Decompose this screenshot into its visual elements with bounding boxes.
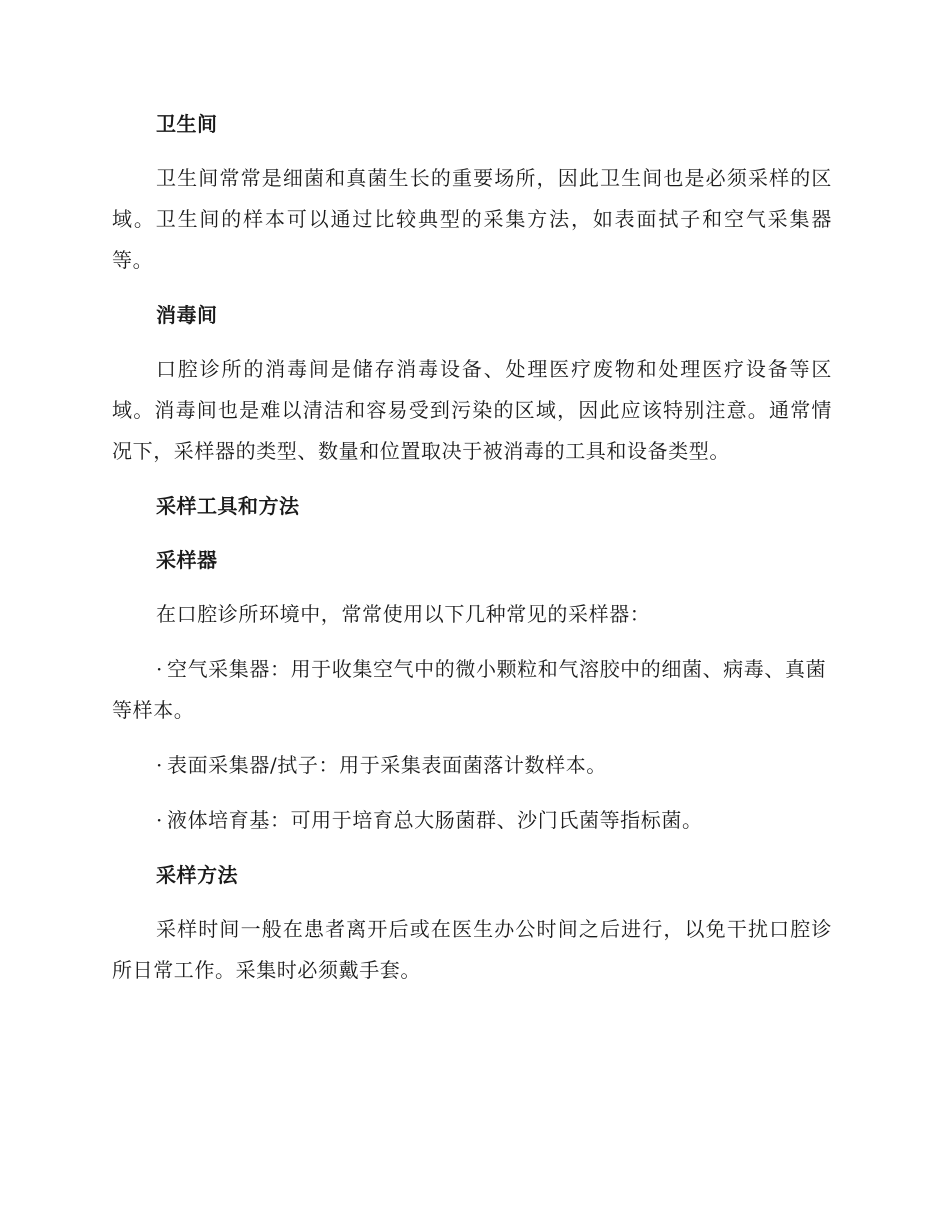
list-item-text: 表面采集器/拭子：用于采集表面菌落计数样本。 <box>166 753 607 777</box>
heading-disinfection-room: 消毒间 <box>156 303 218 327</box>
list-item-surface-sampler <box>112 745 832 786</box>
list-item-air-sampler <box>112 649 832 731</box>
heading-samplers: 采样器 <box>156 548 218 572</box>
list-item-text: 空气采集器：用于收集空气中的微小颗粒和气溶胶中的细菌、病毒、真菌等样本。 <box>112 657 827 722</box>
paragraph-disinfection-room: 口腔诊所的消毒间是储存消毒设备、处理医疗废物和处理医疗设备等区域。消毒间也是难以清洁和容易受到污染的区域，因此应该特别注意。通常情况下，采样器的类型、数量和位置取决于被消毒的工具和设备类型。 <box>112 357 832 463</box>
bullet-dot: · <box>156 753 163 777</box>
document-page <box>112 104 832 1005</box>
paragraph-bathroom: 卫生间常常是细菌和真菌生长的重要场所，因此卫生间也是必须采样的区域。卫生间的样本可以通过比较典型的采集方法，如表面拭子和空气采集器等。 <box>112 166 832 272</box>
bullet-dot: · <box>156 808 163 832</box>
list-item-text: 液体培育基：可用于培育总大肠菌群、沙门氏菌等指标菌。 <box>166 808 703 832</box>
heading-sampling-tools-methods: 采样工具和方法 <box>156 494 300 518</box>
heading-bathroom: 卫生间 <box>156 112 218 136</box>
paragraph-samplers-intro: 在口腔诊所环境中，常常使用以下几种常见的采样器： <box>156 602 651 626</box>
heading-sampling-methods: 采样方法 <box>156 863 238 887</box>
paragraph-sampling-methods: 采样时间一般在患者离开后或在医生办公时间之后进行，以免干扰口腔诊所日常工作。采集时必须戴手套。 <box>112 917 832 982</box>
list-item-liquid-medium <box>112 800 832 841</box>
bullet-dot: · <box>156 657 163 681</box>
